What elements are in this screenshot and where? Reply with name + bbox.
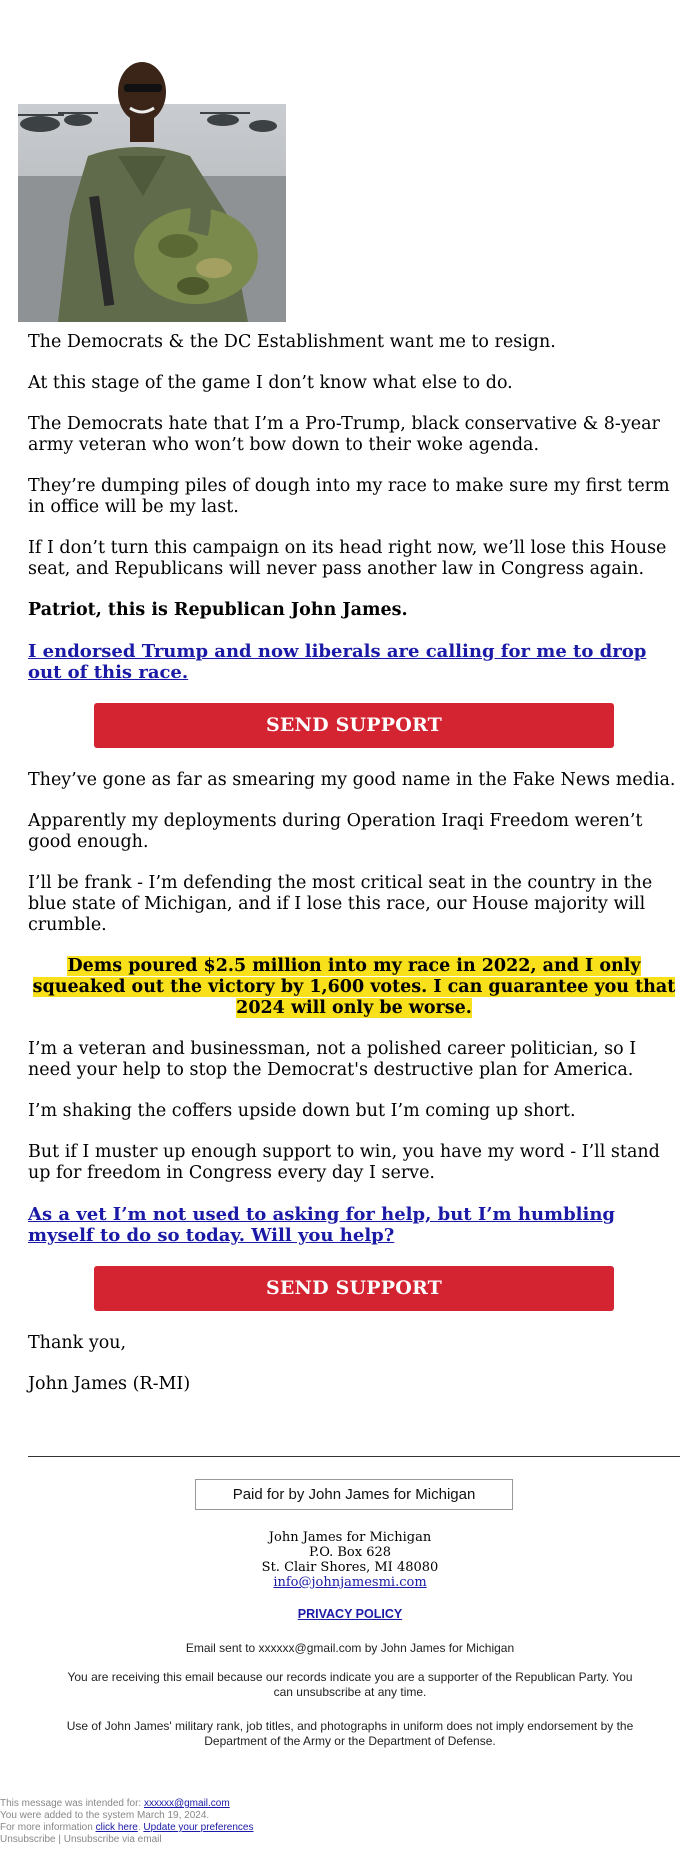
paragraph: They’ve gone as far as smearing my good name in the Fake News media. [28,770,676,790]
click-here-link[interactable]: click here [95,1822,138,1833]
send-support-button-2[interactable]: SEND SUPPORT [94,1266,614,1311]
intended-email-link[interactable]: xxxxxx@gmail.com [143,1798,230,1809]
endorsement-link[interactable]: I endorsed Trump and now liberals are calling for me to drop out of this race. [28,641,647,683]
signature: John James (R-MI) [28,1374,191,1394]
city-line: St. Clair Shores, MI 48080 [261,1560,439,1575]
system-footer [0,1798,400,1846]
unsubscribe-email-link[interactable]: Unsubscribe via email [63,1834,162,1845]
paragraph: I’m a veteran and businessman, not a polished career politician, so I need your help to stop the Democrat's destructive plan for America. [28,1039,637,1080]
greeting-bold: Patriot, this is Republican John James. [28,600,408,620]
paragraph: The Democrats hate that I’m a Pro-Trump, black conservative & 8-year army veteran who won’t bow down to their woke agenda. [28,414,660,455]
highlight-callout [28,956,680,1019]
signoff: Thank you, [28,1333,127,1353]
send-support-button[interactable]: SEND SUPPORT [94,703,614,748]
paid-for-box: Paid for by John James for Michigan [195,1479,513,1510]
privacy-container [200,1607,500,1621]
paragraph: They’re dumping piles of dough into my race to make sure my first term in office will be my last. [28,476,670,517]
paragraph: But if I muster up enough support to win, you have my word - I’ll stand up for freedom in Congress every day I serve. [28,1142,660,1183]
intended-line [0,1798,400,1810]
paragraph: The Democrats & the DC Establishment want me to resign. [28,332,556,352]
paragraph: I’ll be frank - I’m defending the most critical seat in the country in the blue state of Michigan, and if I lose this race, our House majority will crumble. [28,873,653,935]
update-preferences-link[interactable]: Update your preferences [143,1822,254,1833]
contact-email-link[interactable]: info@johnjamesmi.com [273,1575,427,1590]
more-info-line [0,1822,400,1834]
intended-prefix: This message was intended for: [0,1798,144,1809]
highlight-text: Dems poured $2.5 million into my race in 2022, and I only squeaked out the victory by 1,600 votes. I can guarantee you that 2024 will only be worse. [32,956,676,1018]
mailing-address [150,1530,550,1590]
military-disclaimer: Use of John James' military rank, job titles, and photographs in uniform does not imply endorsement by the Department of the Army or the Department of Defense. [66,1719,634,1748]
paragraph: Apparently my deployments during Operation Iraqi Freedom weren’t good enough. [28,811,643,852]
org-name: John James for Michigan [268,1530,432,1545]
pipe-separator: | [55,1834,64,1845]
privacy-policy-link[interactable]: PRIVACY POLICY [297,1607,403,1621]
unsubscribe-line [0,1834,400,1846]
divider [28,1456,680,1457]
po-box: P.O. Box 628 [308,1545,392,1560]
unsubscribe-link[interactable]: Unsubscribe [0,1834,56,1845]
more-prefix: For more information [0,1822,96,1833]
help-link[interactable]: As a vet I’m not used to asking for help, but I’m humbling myself to do so today. Will you help? [28,1204,616,1246]
paragraph: At this stage of the game I don’t know what else to do. [28,373,513,393]
added-line: You were added to the system March 19, 2024. [0,1810,210,1821]
separator: . [137,1822,144,1833]
sent-to-line: Email sent to xxxxxx@gmail.com by John James for Michigan [185,1641,515,1655]
paragraph: I’m shaking the coffers upside down but I’m coming up short. [28,1101,576,1121]
message-content [28,332,680,1415]
paragraph: If I don’t turn this campaign on its head right now, we’ll lose this House seat, and Republicans will never pass another law in Congress again. [28,538,667,579]
candidate-photo [18,46,286,322]
supporter-disclaimer: You are receiving this email because our records indicate you are a supporter of the Republican Party. You can unsubscribe at any time. [67,1670,633,1699]
